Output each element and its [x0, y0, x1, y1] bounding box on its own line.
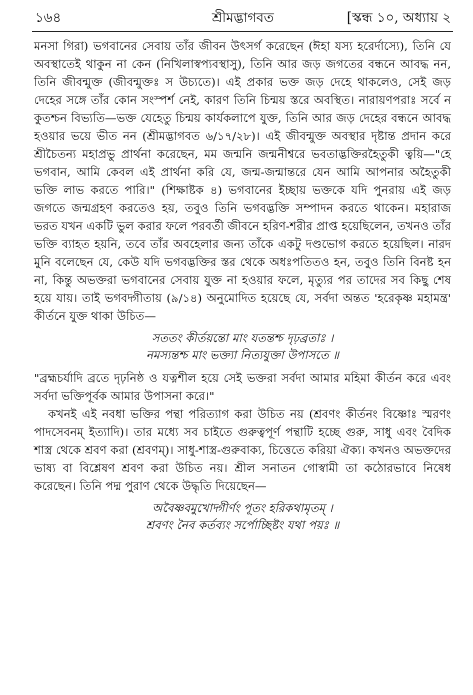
- paragraph-2: কখনই এই নবধা ভক্তির পন্থা পরিত্যাগ করা উচিত নয় (শ্রবণং কীর্তনং বিষ্ণোঃ স্মরণং পাদসেবনম্ ইত্যাদি)। তার মধ্যে সব চাইতে গুরুত্বপূর্ণ পন্থাটি হচ্ছে গুরু, সাধু এবং বৈদিক শাস্ত্র থেকে শ্রবণ করা (শ্রবণম্)। সাধু-শাস্ত্র-গুরুবাক্য, চিত্তেতে করিয়া ঐক্য। কখনও অভক্তদের ভাষ্য বা বিশ্লেষণ শ্রবণ করা উচিত নয়। শ্রীল সনাতন গোস্বামী তা কঠোরভাবে নিষেধ করেছেন। তিনি পদ্ম পুরাণ থেকে উদ্ধৃতি দিয়েছেন—: [34, 407, 451, 493]
- chapter-reference: [স্কন্ধ ১০, অধ্যায় ২: [346, 9, 451, 26]
- page-number: ১৬৪: [35, 9, 62, 26]
- verse-line-3: অবৈষ্ণবমুখোদ্গীর্ণং পূতং হরিকথামৃতম্ ।: [152, 501, 333, 515]
- page-body: [34, 37, 451, 534]
- book-title: শ্রীমদ্ভাগবত: [212, 9, 274, 26]
- verse-line-1: সততং কীর্তয়ন্তো মাং যতন্তশ্চ দৃঢ়ব্রতাঃ ।: [151, 331, 334, 345]
- header-divider: [32, 31, 453, 32]
- verse-line-2: নমস্যন্তশ্চ মাং ভক্ত্যা নিত্যযুক্তা উপাসতে ॥: [146, 348, 339, 362]
- page-header: [35, 6, 451, 30]
- paragraph-1: মনসা গিরা) ভগবানের সেবায় তাঁর জীবন উৎসর্গ করেছেন (ঈহা যস্য হরের্দাস্যে), তিনি যে অবস্থাতেই থাকুন না কেন (নিখিলাস্বপ্যবস্থাসু), তিনি আর জড় জগতের বন্ধনে আবদ্ধ নন, তিনি জীবন্মুক্ত (জীবন্মুক্তঃ স উচ্যতে)। এই প্রকার ভক্ত জড় দেহে থাকলেও, সেই জড় দেহের সঙ্গে তাঁর কোন সংস্পর্শ নেই, কারণ তিনি চিন্ময় স্তরে অবস্থিত। নারায়ণপরাঃ সর্বে ন কুতশ্চন বিভ্যতি—ভক্ত যেহেতু চিন্ময় কার্যকলাপে যুক্ত, তিনি আর জড় দেহের বন্ধনে আবদ্ধ হওয়ার ভয়ে ভীত নন (শ্রীমদ্ভাগবত ৬/১৭/২৮)। এই জীবন্মুক্ত অবস্থার দৃষ্টান্ত প্রদান করে শ্রীচৈতন্য মহাপ্রভু প্রার্থনা করেছেন, মম জন্মনি জন্মনীশ্বরে ভবতাদ্ভক্তিরহৈতুকী ত্বয়ি—"হে ভগবান, আমি কেবল এই প্রার্থনা করি যে, জন্ম-জন্মান্তরে যেন আমি আপনার অহৈতুকী ভক্তি লাভ করতে পারি।" (শিক্ষাষ্টক ৪) ভগবানের ইচ্ছায় ভক্তকে যদি পুনরায় এই জড় জগতে জন্মগ্রহণ করতেও হয়, তবুও তিনি ভগবদ্ভক্তি সম্পাদন করতে থাকেন। মহারাজ ভরত যখন একটি ভুল করার ফলে পরবর্তী জীবনে হরিণ-শরীর প্রাপ্ত হয়েছিলেন, তখনও তাঁর ভক্তি ব্যাহত হয়নি, তবে তাঁর অবহেলার জন্য তাঁকে একটু দণ্ডভোগ করতে হয়েছিল। নারদ মুনি বলেছেন যে, কেউ যদি ভগবদ্ভক্তির স্তর থেকে অধঃপতিতও হন, তবুও তিনি বিনষ্ট হন না, কিন্তু অভক্তরা ভগবানের সেবায় যুক্ত না হওয়ার ফলে, মৃত্যুর পর তাদের সব কিছু শেষ হয়ে যায়। তাই ভগবদ্গীতায় (৯/১৪) অনুমোদিত হয়েছে যে, সর্বদা অন্তত 'হরেকৃষ্ণ মহামন্ত্র' কীর্তনে যুক্ত থাকা উচিত—: [34, 39, 451, 323]
- verse-translation: "ব্রহ্মচর্যাদি ব্রতে দৃঢ়নিষ্ঠ ও যত্নশীল হয়ে সেই ভক্তরা সর্বদা আমার মহিমা কীর্তন করে এবং সর্বদা ভক্তিপূর্বক আমার উপাসনা করে।": [34, 371, 451, 403]
- verse-line-4: শ্রবণং নৈব কর্তব্যং সর্পোচ্ছিষ্টং যথা পয়ঃ ॥: [145, 518, 340, 532]
